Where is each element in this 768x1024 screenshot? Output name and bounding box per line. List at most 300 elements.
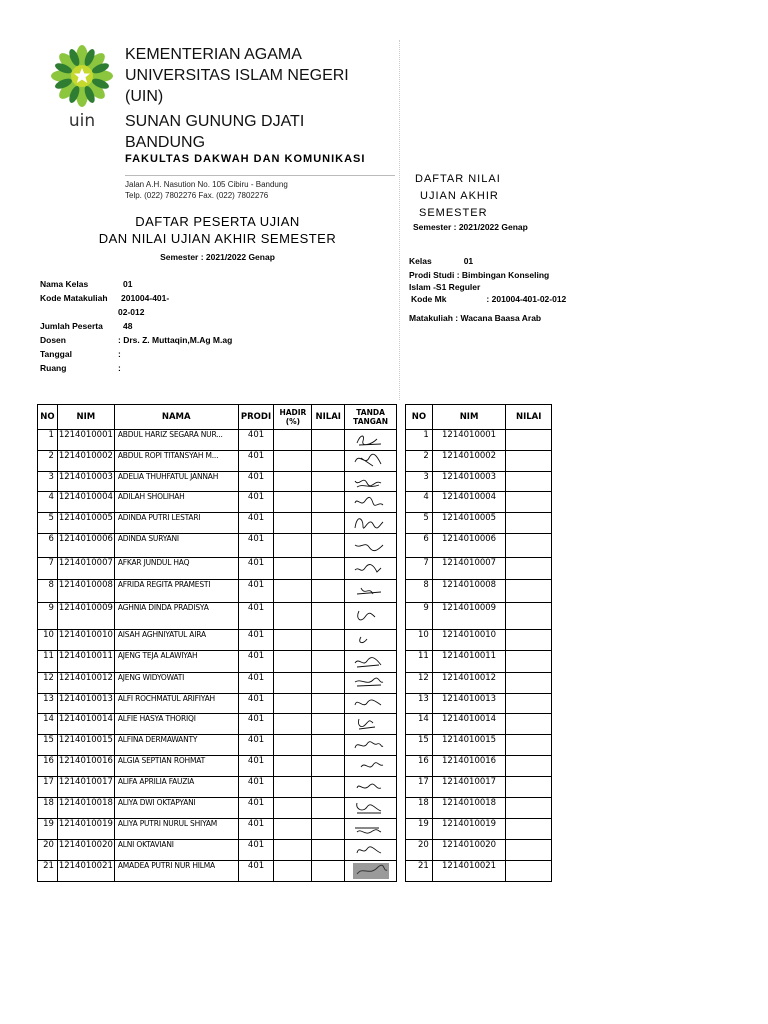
row-nim: 1214010005 [57, 513, 114, 534]
row-no: 18 [38, 798, 58, 819]
row-prodi: 401 [238, 651, 274, 673]
row-nilai[interactable] [506, 534, 552, 558]
signature-image [351, 514, 391, 532]
row-nilai[interactable] [312, 861, 345, 882]
table-header-row [38, 405, 397, 430]
row-nim: 1214010020 [57, 840, 114, 861]
row-nilai[interactable] [312, 534, 345, 558]
row-nilai[interactable] [312, 558, 345, 580]
row-hadir[interactable] [274, 798, 312, 819]
row-nim: 1214010007 [432, 558, 506, 580]
table-row [406, 651, 552, 673]
row-nilai[interactable] [506, 430, 552, 451]
row-nilai[interactable] [312, 819, 345, 840]
table-row [38, 630, 397, 651]
row-prodi: 401 [238, 451, 274, 472]
right-kelas [409, 255, 566, 267]
row-nama: AISAH AGHNIYATUL AIRA [114, 630, 238, 651]
row-nim: 1214010014 [432, 714, 506, 735]
row-nim: 1214010007 [57, 558, 114, 580]
row-hadir[interactable] [274, 430, 312, 451]
row-no: 10 [38, 630, 58, 651]
table-row [38, 534, 397, 558]
signature-image [351, 493, 391, 511]
uin-logo [44, 42, 120, 130]
row-nilai[interactable] [506, 580, 552, 603]
row-prodi: 401 [238, 430, 274, 451]
row-nama: ALFINA DERMAWANTY [114, 735, 238, 756]
table-row [38, 430, 397, 451]
row-prodi: 401 [238, 694, 274, 714]
row-signature [345, 513, 397, 534]
row-nilai[interactable] [506, 451, 552, 472]
table-row [406, 735, 552, 756]
info-label: Ruang [40, 363, 67, 373]
row-no: 4 [38, 492, 58, 513]
row-prodi: 401 [238, 558, 274, 580]
row-signature [345, 558, 397, 580]
row-signature [345, 735, 397, 756]
row-no: 2 [406, 451, 433, 472]
right-prodi-2: Islam -S1 Reguler [409, 282, 481, 292]
info-value: : Drs. Z. Muttaqin,M.Ag M.ag [118, 335, 233, 345]
row-prodi: 401 [238, 580, 274, 603]
table-row [406, 819, 552, 840]
right-kode [409, 293, 566, 305]
signature-image [351, 607, 391, 625]
row-nim: 1214010016 [432, 756, 506, 777]
row-signature [345, 798, 397, 819]
header-ttd: TANDA TANGAN [345, 405, 397, 430]
row-nim: 1214010013 [432, 694, 506, 714]
row-nim: 1214010003 [57, 472, 114, 492]
row-hadir[interactable] [274, 673, 312, 694]
row-nilai[interactable] [312, 777, 345, 798]
row-hadir[interactable] [274, 861, 312, 882]
table-row [38, 840, 397, 861]
row-no: 7 [38, 558, 58, 580]
row-no: 9 [38, 603, 58, 630]
row-signature [345, 861, 397, 882]
row-nama: ABDUL HARIZ SEGARA NUR... [114, 430, 238, 451]
table-row [406, 534, 552, 558]
row-nilai[interactable] [312, 735, 345, 756]
table-row [406, 630, 552, 651]
row-nim: 1214010001 [57, 430, 114, 451]
row-prodi: 401 [238, 603, 274, 630]
table-row [38, 735, 397, 756]
row-no: 17 [38, 777, 58, 798]
row-nilai[interactable] [506, 630, 552, 651]
row-hadir[interactable] [274, 558, 312, 580]
table-row [406, 430, 552, 451]
row-nama: ALIYA DWI OKTAPYANI [114, 798, 238, 819]
table-row [406, 714, 552, 735]
row-no: 5 [406, 513, 433, 534]
row-nama: ALNI OKTAVIANI [114, 840, 238, 861]
row-nilai[interactable] [506, 819, 552, 840]
row-hadir[interactable] [274, 603, 312, 630]
row-no: 20 [38, 840, 58, 861]
table-row [406, 603, 552, 630]
row-nilai[interactable] [506, 603, 552, 630]
signature-image [351, 537, 391, 555]
row-no: 14 [406, 714, 433, 735]
row-nilai[interactable] [312, 651, 345, 673]
row-hadir[interactable] [274, 580, 312, 603]
row-nama: ADINDA SURYANI [114, 534, 238, 558]
row-prodi: 401 [238, 534, 274, 558]
row-no: 11 [38, 651, 58, 673]
row-nim: 1214010008 [432, 580, 506, 603]
row-nim: 1214010012 [57, 673, 114, 694]
info-label: Nama Kelas [40, 279, 89, 289]
row-prodi: 401 [238, 630, 274, 651]
row-prodi: 401 [238, 756, 274, 777]
row-nilai[interactable] [312, 580, 345, 603]
row-nim: 1214010009 [57, 603, 114, 630]
right-info [409, 255, 566, 324]
right-prodi: Prodi Studi : Bimbingan Konseling [409, 270, 550, 280]
row-no: 7 [406, 558, 433, 580]
row-nim: 1214010006 [432, 534, 506, 558]
row-hadir[interactable] [274, 492, 312, 513]
table-row [406, 513, 552, 534]
row-no: 15 [406, 735, 433, 756]
row-nim: 1214010011 [57, 651, 114, 673]
row-no: 2 [38, 451, 58, 472]
header-hadir: HADIR (%) [274, 405, 312, 430]
signature-image [351, 715, 391, 733]
row-hadir[interactable] [274, 819, 312, 840]
row-signature [345, 819, 397, 840]
row-nilai[interactable] [312, 492, 345, 513]
signature-image [351, 431, 391, 449]
row-hadir[interactable] [274, 472, 312, 492]
right-matakuliah: Matakuliah : Wacana Baasa Arab [409, 313, 542, 323]
row-signature [345, 694, 397, 714]
row-nim: 1214010021 [432, 861, 506, 882]
table-row [406, 558, 552, 580]
row-no: 11 [406, 651, 433, 673]
row-nilai[interactable] [506, 558, 552, 580]
row-nilai[interactable] [312, 756, 345, 777]
table-body [38, 430, 397, 882]
row-prodi: 401 [238, 472, 274, 492]
row-nilai[interactable] [506, 513, 552, 534]
title-line: SEMESTER [419, 207, 488, 219]
info-label: Jumlah Peserta [40, 321, 103, 331]
row-prodi: 401 [238, 798, 274, 819]
title-line: DAN NILAI UJIAN AKHIR SEMESTER [98, 231, 337, 246]
row-no: 12 [406, 673, 433, 694]
row-no: 8 [38, 580, 58, 603]
row-no: 15 [38, 735, 58, 756]
info-value: 48 [123, 321, 133, 331]
row-nim: 1214010010 [432, 630, 506, 651]
signature-image [351, 757, 391, 775]
row-nim: 1214010001 [432, 430, 506, 451]
table-row [406, 798, 552, 819]
row-signature [345, 603, 397, 630]
row-nim: 1214010005 [432, 513, 506, 534]
row-nilai[interactable] [312, 798, 345, 819]
row-nilai[interactable] [312, 513, 345, 534]
table-row [38, 451, 397, 472]
signature-image [351, 653, 391, 671]
row-nilai[interactable] [312, 714, 345, 735]
row-nim: 1214010013 [57, 694, 114, 714]
signature-image [351, 862, 391, 880]
kode-value: : 201004-401-02-012 [486, 294, 567, 304]
row-nim: 1214010017 [432, 777, 506, 798]
row-no: 12 [38, 673, 58, 694]
table-row [406, 472, 552, 492]
signature-image [351, 841, 391, 859]
table-row [406, 673, 552, 694]
header-nama: NAMA [114, 405, 238, 430]
row-nama: ALIYA PUTRI NURUL SHIYAM [114, 819, 238, 840]
row-no: 4 [406, 492, 433, 513]
table-row [38, 513, 397, 534]
row-hadir[interactable] [274, 714, 312, 735]
row-hadir[interactable] [274, 513, 312, 534]
row-nilai[interactable] [312, 603, 345, 630]
row-no: 17 [406, 777, 433, 798]
left-semester: Semester : 2021/2022 Genap [160, 252, 275, 262]
faculty-name: FAKULTAS DAKWAH DAN KOMUNIKASI [125, 153, 366, 165]
signature-image [351, 674, 391, 692]
row-nilai[interactable] [506, 735, 552, 756]
row-nilai[interactable] [312, 430, 345, 451]
row-nilai[interactable] [312, 451, 345, 472]
row-no: 16 [38, 756, 58, 777]
row-signature [345, 492, 397, 513]
address [125, 179, 288, 201]
row-prodi: 401 [238, 861, 274, 882]
row-nilai[interactable] [506, 777, 552, 798]
table-row [406, 580, 552, 603]
row-nilai[interactable] [312, 840, 345, 861]
row-nama: AGHNIA DINDA PRADISYA [114, 603, 238, 630]
kelas-label: Kelas [409, 256, 432, 266]
row-prodi: 401 [238, 735, 274, 756]
row-signature [345, 756, 397, 777]
row-prodi: 401 [238, 673, 274, 694]
table-row [38, 694, 397, 714]
signature-image [351, 560, 391, 578]
row-nilai[interactable] [506, 472, 552, 492]
row-nama: ALFIE HASYA THORIQI [114, 714, 238, 735]
kelas-value: 01 [463, 256, 474, 266]
row-no: 5 [38, 513, 58, 534]
right-semester: Semester : 2021/2022 Genap [413, 222, 528, 232]
row-no: 14 [38, 714, 58, 735]
table-row [38, 756, 397, 777]
row-no: 6 [38, 534, 58, 558]
info-label: Kode Matakuliah [40, 293, 108, 303]
row-nilai[interactable] [312, 630, 345, 651]
header-no: NO [406, 405, 433, 430]
row-no: 18 [406, 798, 433, 819]
row-hadir[interactable] [274, 451, 312, 472]
header-divider [125, 175, 395, 176]
row-nama: AJENG WIDYOWATI [114, 673, 238, 694]
row-nilai[interactable] [506, 694, 552, 714]
row-no: 16 [406, 756, 433, 777]
table-row [38, 673, 397, 694]
row-signature [345, 472, 397, 492]
row-no: 19 [406, 819, 433, 840]
row-no: 6 [406, 534, 433, 558]
table-row [406, 756, 552, 777]
row-nama: AMADEA PUTRI NUR HILMA [114, 861, 238, 882]
row-signature [345, 673, 397, 694]
row-nama: ADELIA THUHFATUL JANNAH [114, 472, 238, 492]
row-no: 8 [406, 580, 433, 603]
title-line: DAFTAR PESERTA UJIAN [135, 214, 300, 229]
row-hadir[interactable] [274, 630, 312, 651]
row-nim: 1214010018 [57, 798, 114, 819]
row-nilai[interactable] [506, 651, 552, 673]
row-hadir[interactable] [274, 534, 312, 558]
row-signature [345, 714, 397, 735]
row-no: 21 [38, 861, 58, 882]
row-prodi: 401 [238, 714, 274, 735]
row-nilai[interactable] [506, 714, 552, 735]
row-nama: ABDUL ROPI TITANSYAH M... [114, 451, 238, 472]
row-nim: 1214010002 [432, 451, 506, 472]
row-nama: AFRIDA REGITA PRAMESTI [114, 580, 238, 603]
row-nama: ALFI ROCHMATUL ARIFIYAH [114, 694, 238, 714]
row-nama: ALIFA APRILIA FAUZIA [114, 777, 238, 798]
row-nim: 1214010019 [57, 819, 114, 840]
row-nim: 1214010018 [432, 798, 506, 819]
participant-table [37, 404, 397, 882]
row-nim: 1214010015 [57, 735, 114, 756]
row-hadir[interactable] [274, 735, 312, 756]
row-nim: 1214010011 [432, 651, 506, 673]
row-no: 13 [406, 694, 433, 714]
row-nilai[interactable] [506, 492, 552, 513]
signature-image [351, 695, 391, 713]
signature-image [351, 820, 391, 838]
page-divider [399, 40, 400, 400]
signature-image [351, 631, 391, 649]
row-prodi: 401 [238, 513, 274, 534]
row-nim: 1214010015 [432, 735, 506, 756]
signature-image [351, 778, 391, 796]
institution-line: SUNAN GUNUNG DJATI [125, 113, 305, 130]
address-line: Telp. (022) 7802276 Fax. (022) 7802276 [125, 191, 269, 200]
row-hadir[interactable] [274, 651, 312, 673]
row-prodi: 401 [238, 819, 274, 840]
row-no: 9 [406, 603, 433, 630]
row-nilai[interactable] [506, 756, 552, 777]
row-nama: AFKAR JUNDUL HAQ [114, 558, 238, 580]
header-nilai: NILAI [506, 405, 552, 430]
header-no: NO [38, 405, 58, 430]
row-prodi: 401 [238, 492, 274, 513]
row-signature [345, 651, 397, 673]
institution-line: UNIVERSITAS ISLAM NEGERI [125, 67, 349, 84]
table-row [406, 861, 552, 882]
row-nim: 1214010003 [432, 472, 506, 492]
row-nilai[interactable] [506, 798, 552, 819]
title-line: UJIAN AKHIR [420, 190, 499, 202]
kode-label: Kode Mk [411, 294, 447, 304]
row-signature [345, 451, 397, 472]
table-row [38, 603, 397, 630]
row-no: 1 [406, 430, 433, 451]
row-nim: 1214010004 [57, 492, 114, 513]
row-hadir[interactable] [274, 694, 312, 714]
row-hadir[interactable] [274, 777, 312, 798]
info-value: : [118, 363, 121, 373]
row-nilai[interactable] [506, 673, 552, 694]
header-prodi: PRODI [238, 405, 274, 430]
table-row [38, 580, 397, 603]
right-title [413, 171, 501, 222]
info-label: Tanggal [40, 349, 72, 359]
row-nim: 1214010012 [432, 673, 506, 694]
institution-line: BANDUNG [125, 134, 206, 151]
row-hadir[interactable] [274, 840, 312, 861]
institution-line: (UIN) [125, 88, 164, 105]
table-row [38, 777, 397, 798]
row-hadir[interactable] [274, 756, 312, 777]
info-value: 01 [123, 279, 133, 289]
row-nilai[interactable] [506, 861, 552, 882]
signature-image [351, 799, 391, 817]
row-no: 3 [406, 472, 433, 492]
row-no: 19 [38, 819, 58, 840]
row-nilai[interactable] [312, 673, 345, 694]
row-nama: AJENG TEJA ALAWIYAH [114, 651, 238, 673]
info-value: 201004-401- [121, 293, 170, 303]
signature-image [351, 582, 391, 600]
row-nim: 1214010017 [57, 777, 114, 798]
table-body [406, 430, 552, 882]
row-nim: 1214010004 [432, 492, 506, 513]
table-row [38, 472, 397, 492]
info-value: : [118, 349, 121, 359]
table-header-row [406, 405, 552, 430]
table-row [406, 694, 552, 714]
table-row [38, 651, 397, 673]
table-row [406, 840, 552, 861]
row-nim: 1214010002 [57, 451, 114, 472]
row-nim: 1214010021 [57, 861, 114, 882]
header-nim: NIM [432, 405, 506, 430]
row-nim: 1214010016 [57, 756, 114, 777]
row-nilai[interactable] [312, 694, 345, 714]
table-row [406, 451, 552, 472]
row-signature [345, 777, 397, 798]
row-prodi: 401 [238, 840, 274, 861]
row-prodi: 401 [238, 777, 274, 798]
row-signature [345, 840, 397, 861]
address-line: Jalan A.H. Nasution No. 105 Cibiru - Bandung [125, 180, 288, 189]
info-value: 02-012 [118, 307, 145, 317]
row-nilai[interactable] [506, 840, 552, 861]
row-no: 21 [406, 861, 433, 882]
signature-image [351, 473, 391, 491]
row-nilai[interactable] [312, 472, 345, 492]
signature-image [351, 452, 391, 470]
row-signature [345, 580, 397, 603]
row-no: 10 [406, 630, 433, 651]
